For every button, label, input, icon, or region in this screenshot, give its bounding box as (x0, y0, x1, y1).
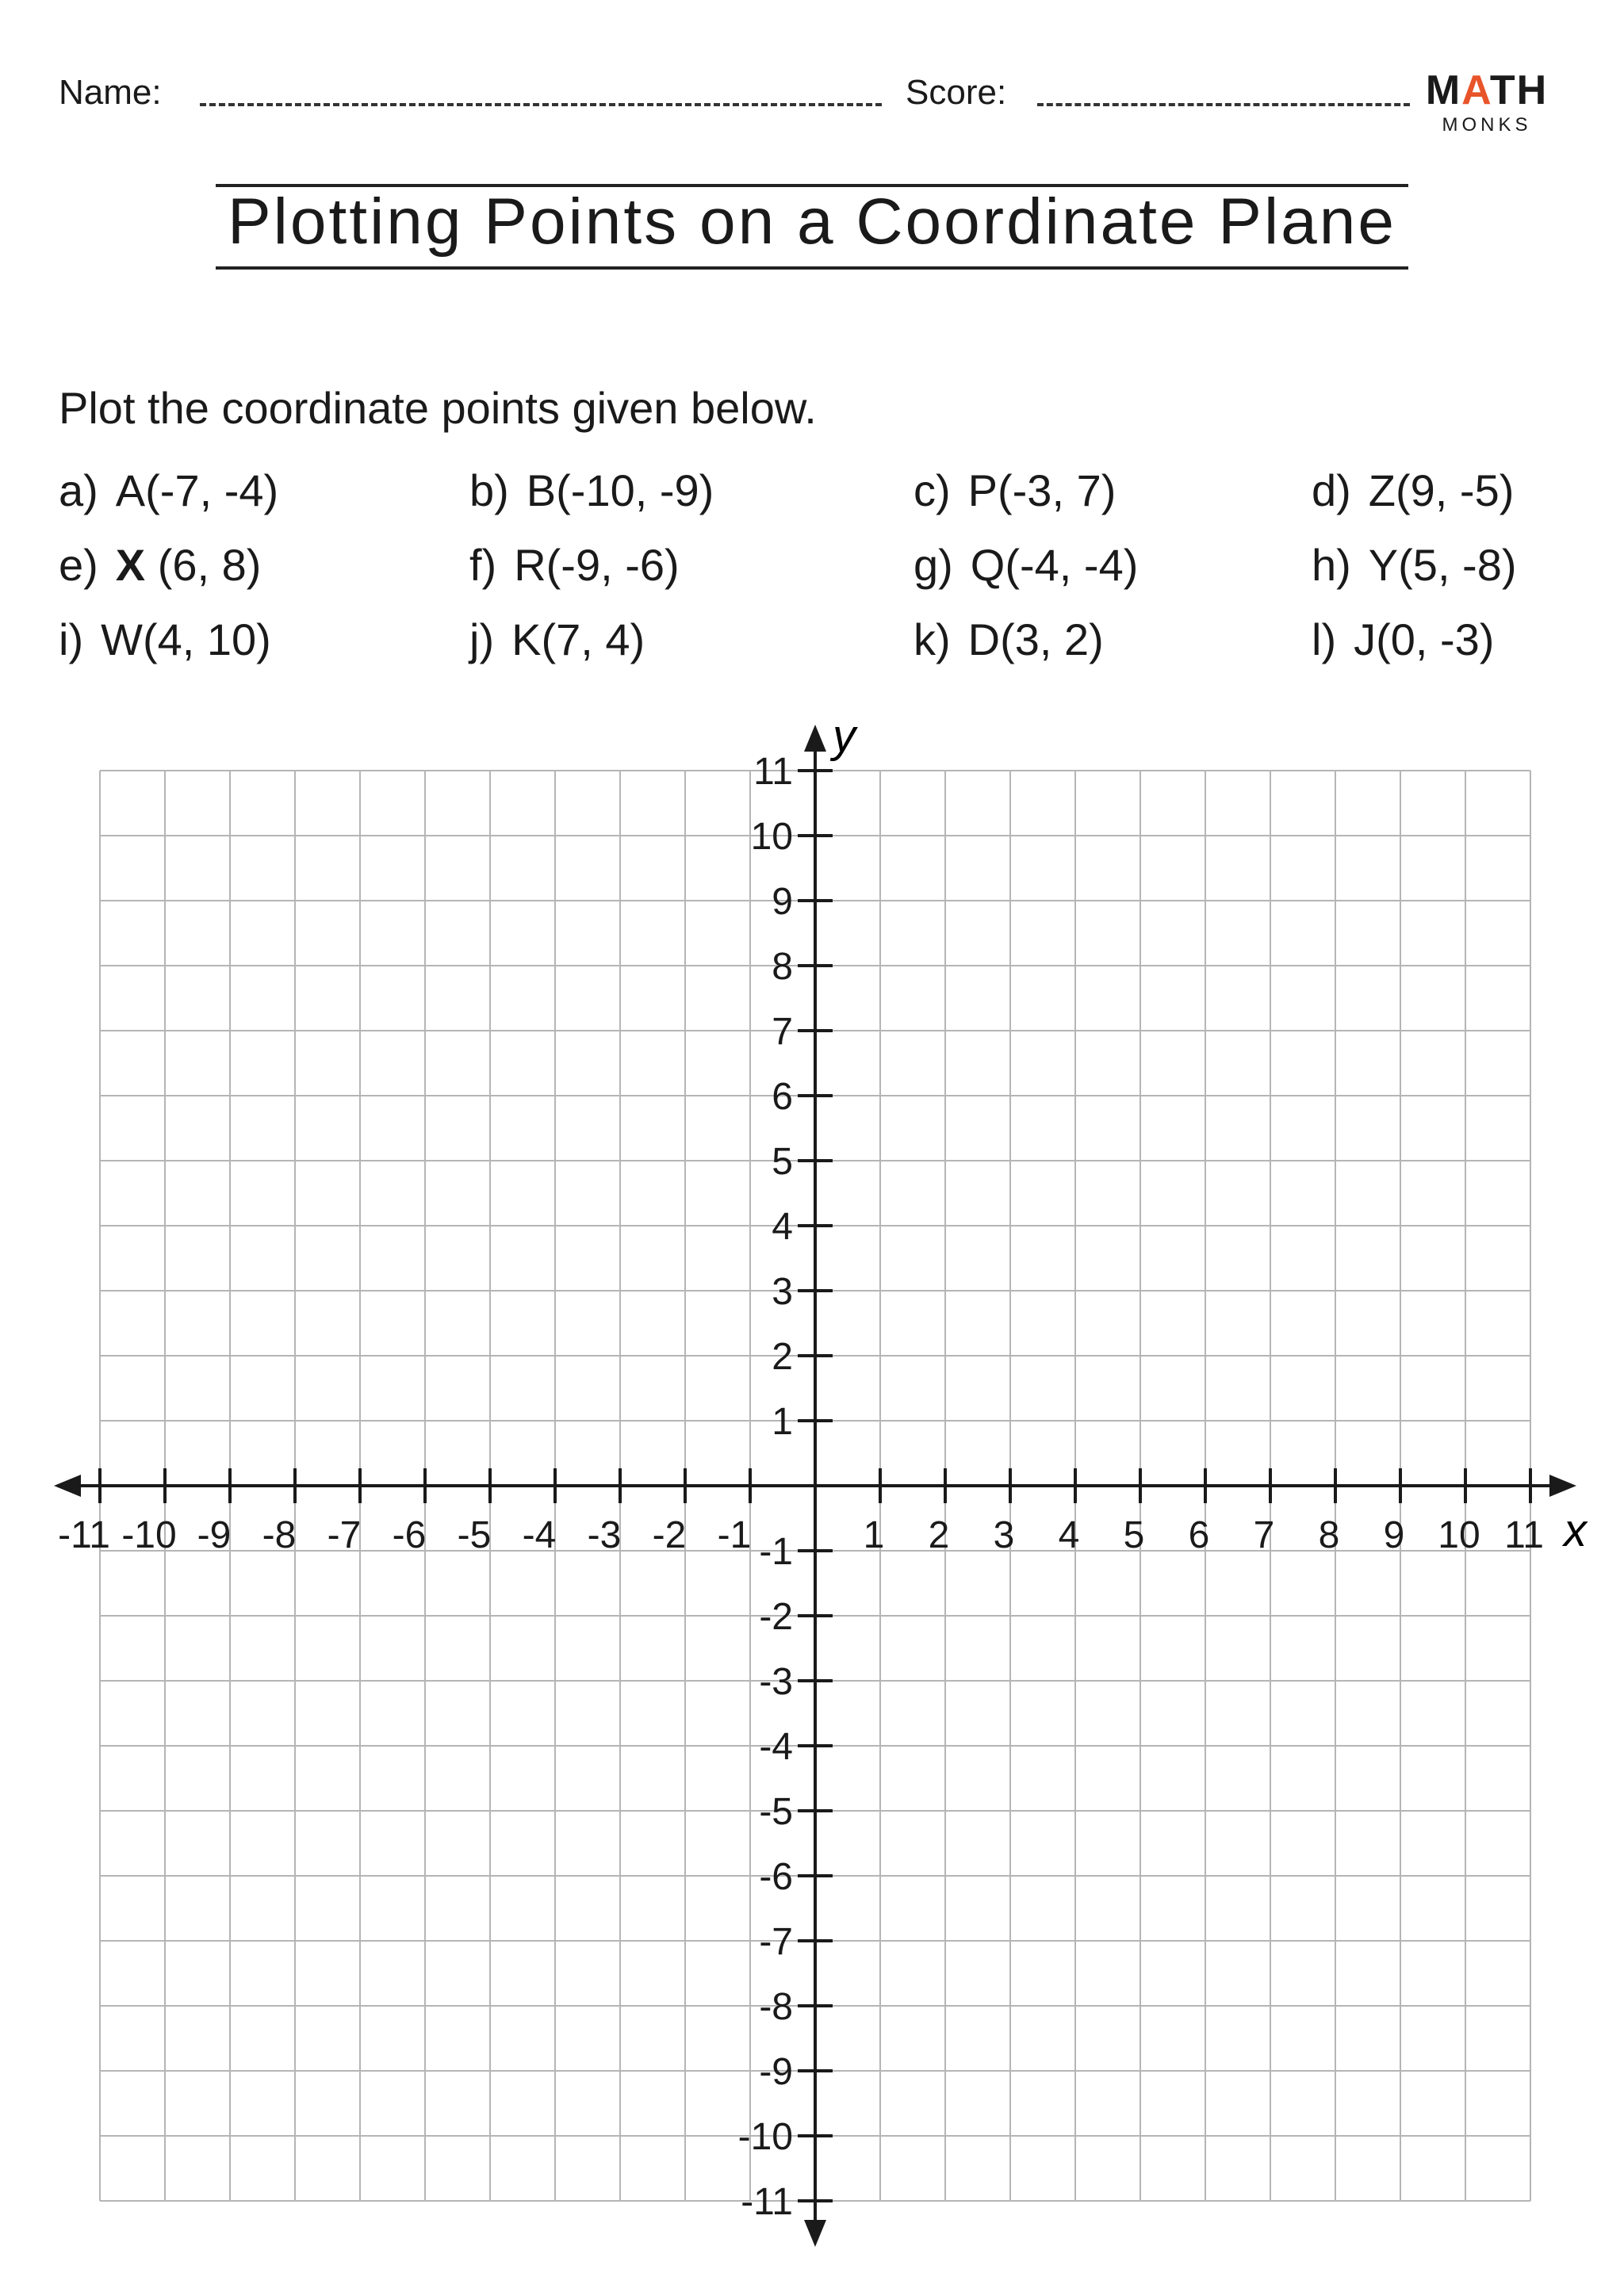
x-tick-label: 10 (1438, 1514, 1480, 1556)
x-tick-label: 9 (1383, 1514, 1405, 1556)
name-label: Name: (59, 73, 162, 112)
logo-subtitle: MONKS (1442, 114, 1532, 136)
score-label: Score: (906, 73, 1007, 112)
x-axis-arrow-left (54, 1475, 81, 1497)
y-tick-label: 1 (772, 1401, 793, 1443)
x-tick-label: -8 (262, 1514, 297, 1556)
x-tick-label: 4 (1058, 1514, 1080, 1556)
x-tick-label: -10 (121, 1514, 177, 1556)
problem-a: a) A(-7, -4) (59, 465, 279, 515)
y-tick-label: -3 (759, 1661, 793, 1703)
x-tick-label: 11 (1504, 1514, 1544, 1556)
y-tick-label: 3 (772, 1271, 793, 1313)
problem-g: g) Q(-4, -4) (914, 540, 1139, 590)
problem-j: j) K(7, 4) (469, 614, 645, 664)
x-tick-label: -4 (522, 1514, 557, 1556)
x-tick-label: -11 (58, 1514, 110, 1556)
x-axis-label: x (1564, 1505, 1587, 1556)
y-axis-arrow-up (804, 725, 826, 752)
x-tick-label: 6 (1188, 1514, 1210, 1556)
y-tick-label: -5 (759, 1791, 793, 1833)
x-tick-label: -7 (327, 1514, 362, 1556)
y-tick-label: -1 (759, 1531, 793, 1573)
y-tick-label: 8 (772, 946, 793, 988)
problem-l: l) J(0, -3) (1312, 614, 1495, 664)
problem-b: b) B(-10, -9) (469, 465, 714, 515)
problem-f: f) R(-9, -6) (469, 540, 680, 590)
x-tick-label: 7 (1253, 1514, 1275, 1556)
y-tick-label: 10 (750, 816, 793, 858)
y-tick-label: -7 (759, 1921, 793, 1963)
y-tick-label: -9 (759, 2051, 793, 2093)
y-axis-label: y (833, 710, 856, 762)
page-title: Plotting Points on a Coordinate Plane (227, 186, 1396, 258)
x-tick-label: -1 (717, 1514, 752, 1556)
problem-h: h) Y(5, -8) (1312, 540, 1517, 590)
x-tick-label: -5 (457, 1514, 492, 1556)
y-tick-label: 2 (772, 1336, 793, 1378)
x-tick-label: 1 (863, 1514, 885, 1556)
math-monks-logo: MATH MONKS (1419, 70, 1554, 136)
y-tick-label: 7 (772, 1011, 793, 1053)
y-tick-label: -6 (759, 1856, 793, 1898)
problem-e: e) X (6, 8) (59, 540, 262, 590)
x-axis-arrow-right (1549, 1475, 1576, 1497)
y-tick-label: 6 (772, 1076, 793, 1118)
y-tick-label: 11 (753, 751, 793, 793)
y-tick-label: -11 (741, 2181, 793, 2223)
y-tick-label: 9 (772, 881, 793, 923)
y-axis-arrow-down (804, 2220, 826, 2247)
problem-k: k) D(3, 2) (914, 614, 1104, 664)
y-tick-label: -2 (759, 1596, 793, 1638)
problem-c: c) P(-3, 7) (914, 465, 1116, 515)
y-tick-label: 5 (772, 1141, 793, 1183)
x-tick-label: -6 (392, 1514, 427, 1556)
y-tick-label: -8 (759, 1986, 793, 2028)
x-tick-label: 5 (1123, 1514, 1145, 1556)
axes (54, 725, 1576, 2247)
y-tick-label: 4 (772, 1206, 793, 1248)
x-tick-label: 3 (993, 1514, 1015, 1556)
x-tick-label: -3 (587, 1514, 622, 1556)
y-tick-label: -10 (737, 2116, 793, 2158)
problem-d: d) Z(9, -5) (1312, 465, 1515, 515)
x-tick-label: -2 (652, 1514, 687, 1556)
y-tick-label: -4 (759, 1726, 793, 1768)
x-tick-label: 2 (928, 1514, 950, 1556)
x-tick-label: 8 (1318, 1514, 1340, 1556)
x-tick-label: -9 (197, 1514, 232, 1556)
instructions: Plot the coordinate points given below. (59, 383, 817, 433)
problem-i: i) W(4, 10) (59, 614, 271, 664)
